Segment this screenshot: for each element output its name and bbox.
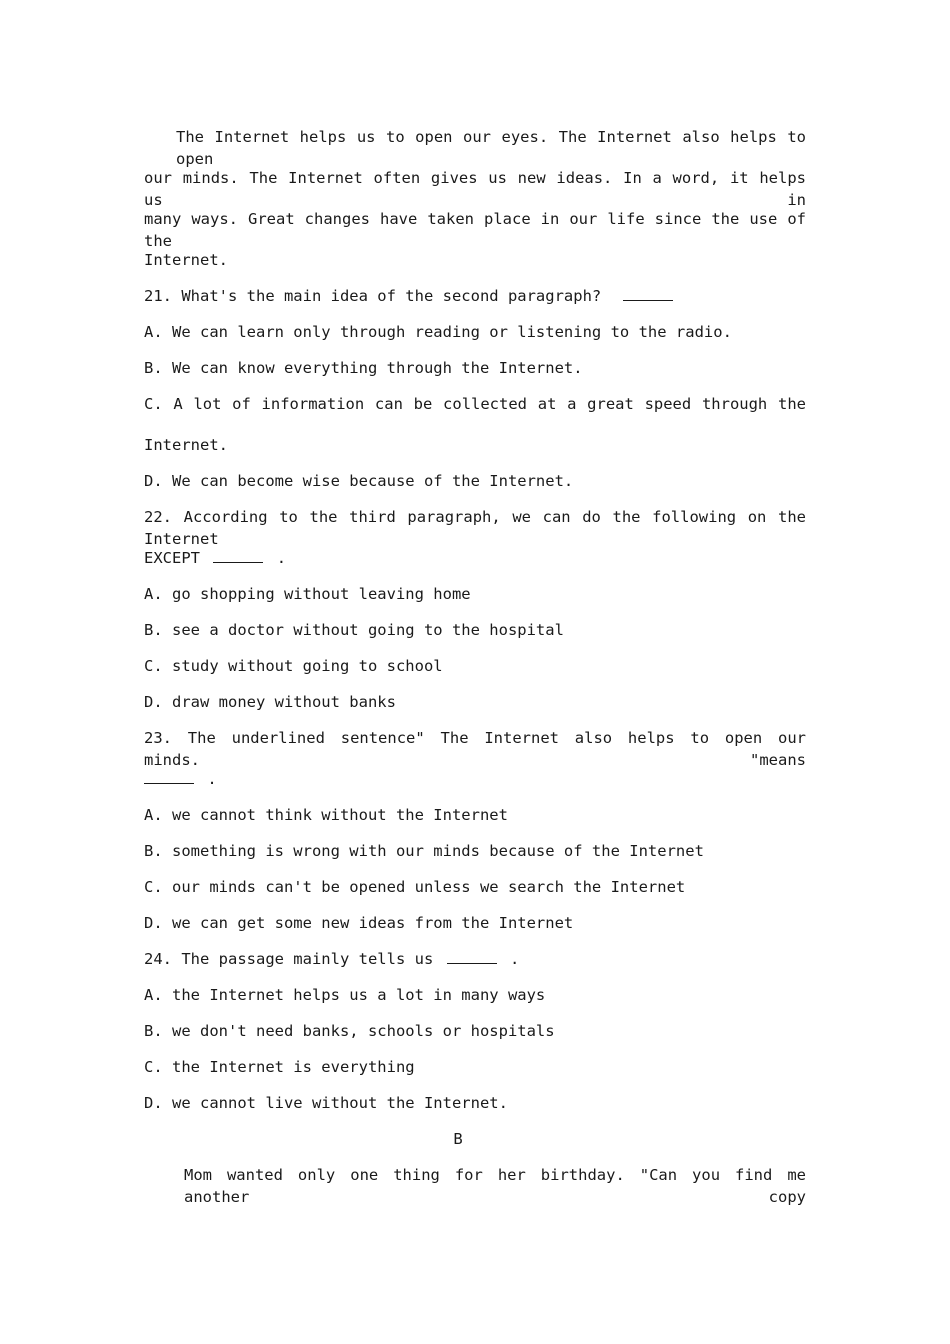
q24-option-c: C. the Internet is everything xyxy=(144,1058,415,1076)
section-b-heading: B xyxy=(453,1130,463,1148)
q23-option-a: A. we cannot think without the Internet xyxy=(144,806,508,824)
question-24 xyxy=(144,948,806,970)
passage-a-line-3: many ways. Great changes have taken place in our life since the use of the xyxy=(144,210,806,250)
q24-option-d: D. we cannot live without the Internet. xyxy=(144,1094,508,1112)
question-21-stem: 21. What's the main idea of the second paragraph? xyxy=(144,287,602,305)
answer-blank xyxy=(144,769,194,784)
q22-option-b: B. see a doctor without going to the hospital xyxy=(144,621,564,639)
q21-option-c-line-1: C. A lot of information can be collected at a great speed through the xyxy=(144,395,806,413)
question-22-line-1: 22. According to the third paragraph, we can do the following on the Internet xyxy=(144,508,806,548)
passage-a-line-1: The Internet helps us to open our eyes. The Internet also helps to open xyxy=(176,128,806,168)
question-22-period: . xyxy=(276,549,287,567)
passage-a-line-4: Internet. xyxy=(144,251,228,269)
answer-blank xyxy=(213,548,263,563)
question-21 xyxy=(144,285,806,307)
q23-option-c: C. our minds can't be opened unless we search the Internet xyxy=(144,878,686,896)
question-24-stem: 24. The passage mainly tells us xyxy=(144,950,434,968)
question-22-stem-end: EXCEPT xyxy=(144,549,200,567)
passage-a-line-2: our minds. The Internet often gives us new ideas. In a word, it helps us in xyxy=(144,169,806,209)
q23-option-d: D. we can get some new ideas from the Internet xyxy=(144,914,574,932)
answer-blank xyxy=(623,286,673,301)
q21-option-c-line-2: Internet. xyxy=(144,436,228,454)
question-23-line-2 xyxy=(144,768,806,790)
q23-option-b: B. something is wrong with our minds because of the Internet xyxy=(144,842,704,860)
q22-option-a: A. go shopping without leaving home xyxy=(144,585,471,603)
q24-option-b: B. we don't need banks, schools or hospitals xyxy=(144,1022,555,1040)
question-22-line-2 xyxy=(144,547,806,569)
question-23-period: . xyxy=(207,770,217,788)
q21-option-b: B. We can know everything through the Internet. xyxy=(144,359,583,377)
q22-option-c: C. study without going to school xyxy=(144,657,443,675)
q24-option-a: A. the Internet helps us a lot in many ways xyxy=(144,986,546,1004)
q21-option-d: D. We can become wise because of the Internet. xyxy=(144,472,574,490)
q22-option-d: D. draw money without banks xyxy=(144,693,396,711)
question-23-line-1: 23. The underlined sentence" The Internet also helps to open our minds. "means xyxy=(144,729,806,769)
question-24-period: . xyxy=(509,950,520,968)
passage-b-line-1: Mom wanted only one thing for her birthday. "Can you find me another copy xyxy=(184,1166,806,1206)
answer-blank xyxy=(447,949,497,964)
q21-option-a: A. We can learn only through reading or listening to the radio. xyxy=(144,323,732,341)
